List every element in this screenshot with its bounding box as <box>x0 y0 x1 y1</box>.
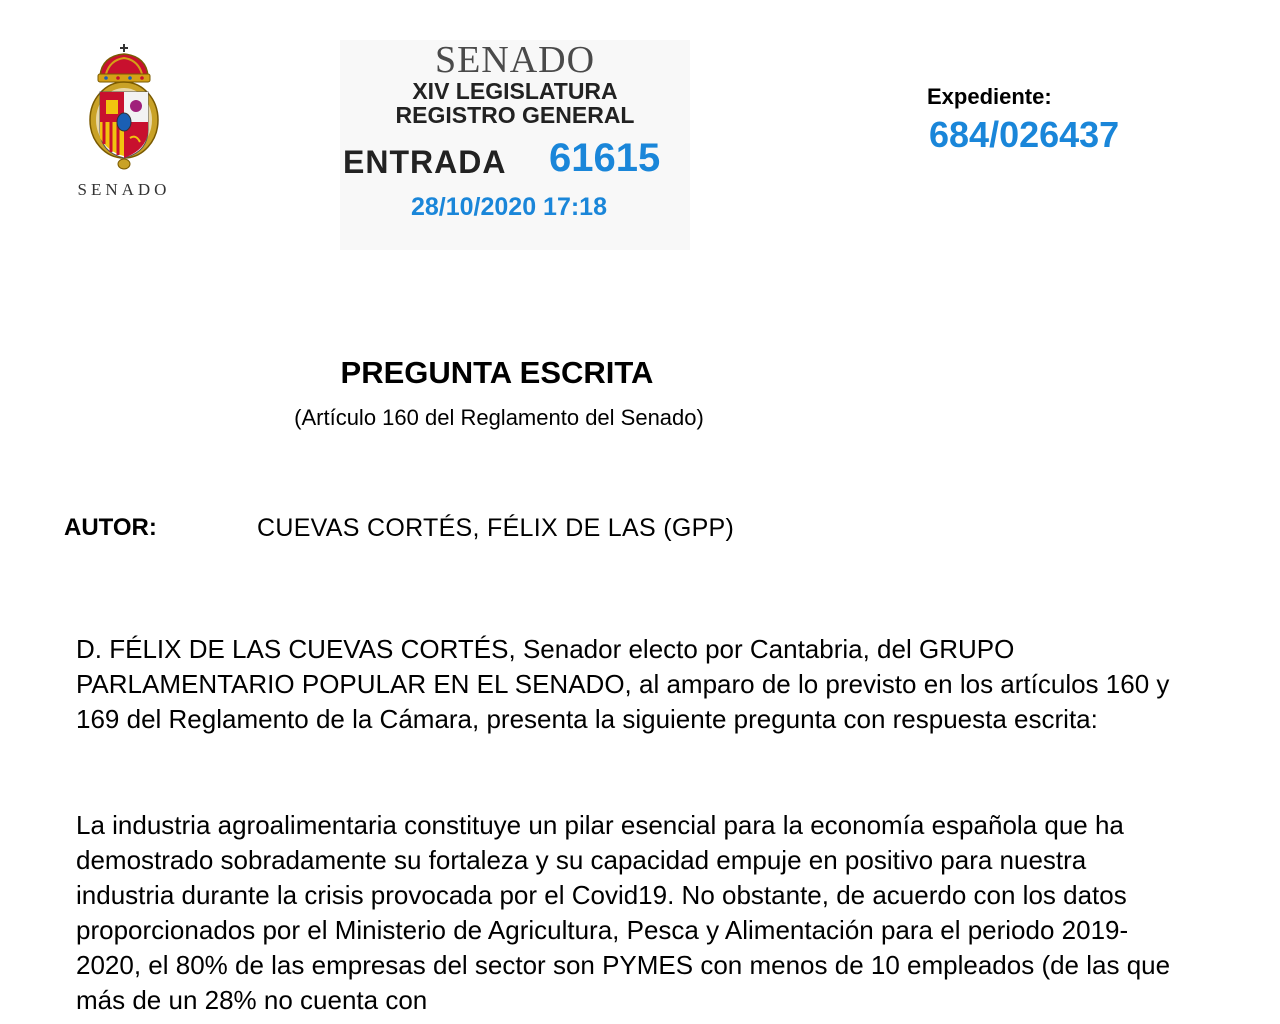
stamp-registry: REGISTRO GENERAL <box>395 102 635 128</box>
stamp-datetime: 28/10/2020 17:18 <box>410 193 607 221</box>
expediente-label: Expediente: <box>927 84 1052 109</box>
author-label: AUTOR: <box>64 514 157 541</box>
author-value: CUEVAS CORTÉS, FÉLIX DE LAS (GPP) <box>257 514 735 542</box>
body-paragraph-context: La industria agroalimentaria constituye un pilar esencial para la economía española que ha demostrado sobradamente su fortaleza y su capacidad empuje en positivo para nuestra industria durante la crisis provocada por el Covid19. No obstante, de acuerdo con los datos proporcionados por el Ministerio de Agricultura, Pesca y Alimentación para el periodo 2019- 2020, el 80% de las empresas del sector son PYMES con menos de 10 empleados (de las que más de un 28% no cuenta con <box>76 810 1171 1015</box>
stamp-institution: SENADO <box>434 39 596 81</box>
document-title: PREGUNTA ESCRITA <box>340 355 654 390</box>
expediente-number: 684/026437 <box>929 114 1120 155</box>
stamp-entry-number: 61615 <box>549 136 661 180</box>
senado-coat-of-arms-icon <box>86 42 162 174</box>
registry-stamp <box>340 40 690 250</box>
body-paragraph-intro: D. FÉLIX DE LAS CUEVAS CORTÉS, Senador electo por Cantabria, del GRUPO PARLAMENTARIO POPULAR EN EL SENADO, al amparo de lo previsto en los artículos 160 y 169 del Reglamento de la Cámara, presenta la siguiente pregunta con respuesta escrita: <box>76 634 1170 734</box>
stamp-legislature: XIV LEGISLATURA <box>412 78 618 104</box>
document-subtitle: (Artículo 160 del Reglamento del Senado) <box>294 405 704 430</box>
stamp-entry-label: ENTRADA <box>343 144 507 180</box>
logo-caption: SENADO <box>77 180 171 199</box>
senado-logo <box>64 42 184 202</box>
